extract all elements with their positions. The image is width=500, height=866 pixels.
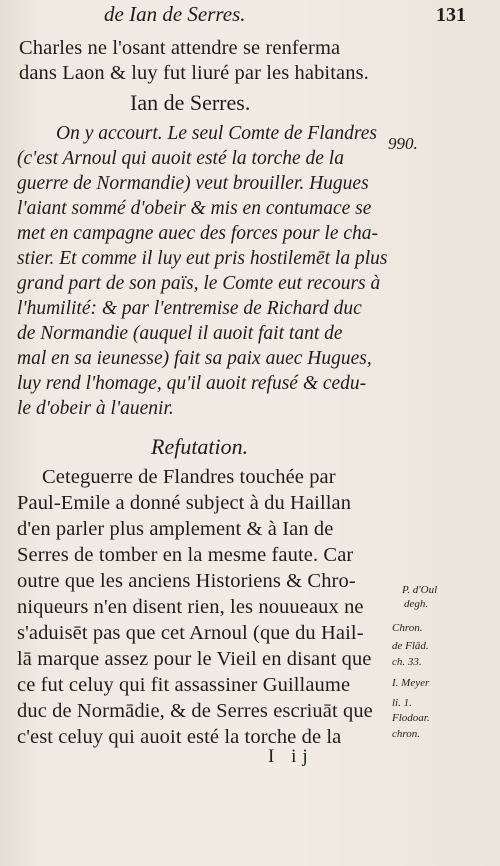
signature-mark: I ij [268,746,314,767]
margin-note-1: P. d'Oul [402,584,438,596]
quote-line: mal en sa ieunesse) fait sa paix auec Hugues, [17,348,372,369]
body-line: Ceteguerre de Flandres touchée par [42,466,336,488]
running-head-title: de Ian de Serres. [104,2,246,26]
margin-note-7: li. 1. [392,697,412,709]
margin-note-8: Flodoar. [392,712,430,724]
margin-note-3: Chron. [392,622,423,634]
body-line: duc de Normādie, & de Serres escriuāt que [17,700,373,722]
quote-line: On y accourt. Le seul Comte de Flandres [56,123,377,144]
body-line: lā marque assez pour le Vieil en disant que [17,648,372,670]
margin-note-5: ch. 33. [392,656,422,668]
margin-note-2: degh. [404,598,429,610]
body-line: c'est celuy qui auoit esté la torche de la [17,726,342,748]
page-number: 131 [436,4,466,26]
quote-line: l'humilité: & par l'entremise de Richard duc [17,298,362,319]
running-head [104,2,246,27]
section-heading: Ian de Serres. [130,90,251,115]
margin-note-4: de Flād. [392,640,429,652]
quote-line: le d'obeir à l'auenir. [17,398,174,419]
quote-line: luy rend l'homage, qu'il auoit refusé & cedu- [17,373,367,394]
margin-note-6: I. Meyer [392,677,430,689]
quote-line: l'aiant sommé d'obeir & mis en contumace se [17,198,372,219]
text-line: Charles ne l'osant attendre se renferma [19,37,341,59]
body-line: outre que les anciens Historiens & Chro- [17,570,356,592]
body-line: s'aduisēt pas que cet Arnoul (que du Hail- [17,622,364,644]
quote-line: met en campagne auec des forces pour le cha- [17,223,378,244]
quote-line: grand part de son païs, le Comte eut recours à [17,273,381,294]
body-line: Paul-Emile a donné subject à du Haillan [17,492,352,514]
refutation-heading: Refutation. [151,434,249,459]
quote-line: (c'est Arnoul qui auoit esté la torche de la [17,148,344,169]
year-note: 990. [388,134,418,153]
body-line: d'en parler plus amplement & à Ian de [17,518,334,540]
quote-line: guerre de Normandie) veut brouiller. Hugues [17,173,369,194]
quote-line: de Normandie (auquel il auoit fait tant de [17,323,343,344]
body-line: ce fut celuy qui fit assassiner Guillaume [17,674,351,696]
text-line: dans Laon & luy fut liuré par les habitans. [19,62,369,84]
body-line: Serres de tomber en la mesme faute. Car [17,544,354,566]
quote-line: stier. Et comme il luy eut pris hostilemēt la plus [17,248,388,269]
margin-note-9: chron. [392,728,421,740]
body-line: niqueurs n'en disent rien, les nouueaux ne [17,596,364,618]
